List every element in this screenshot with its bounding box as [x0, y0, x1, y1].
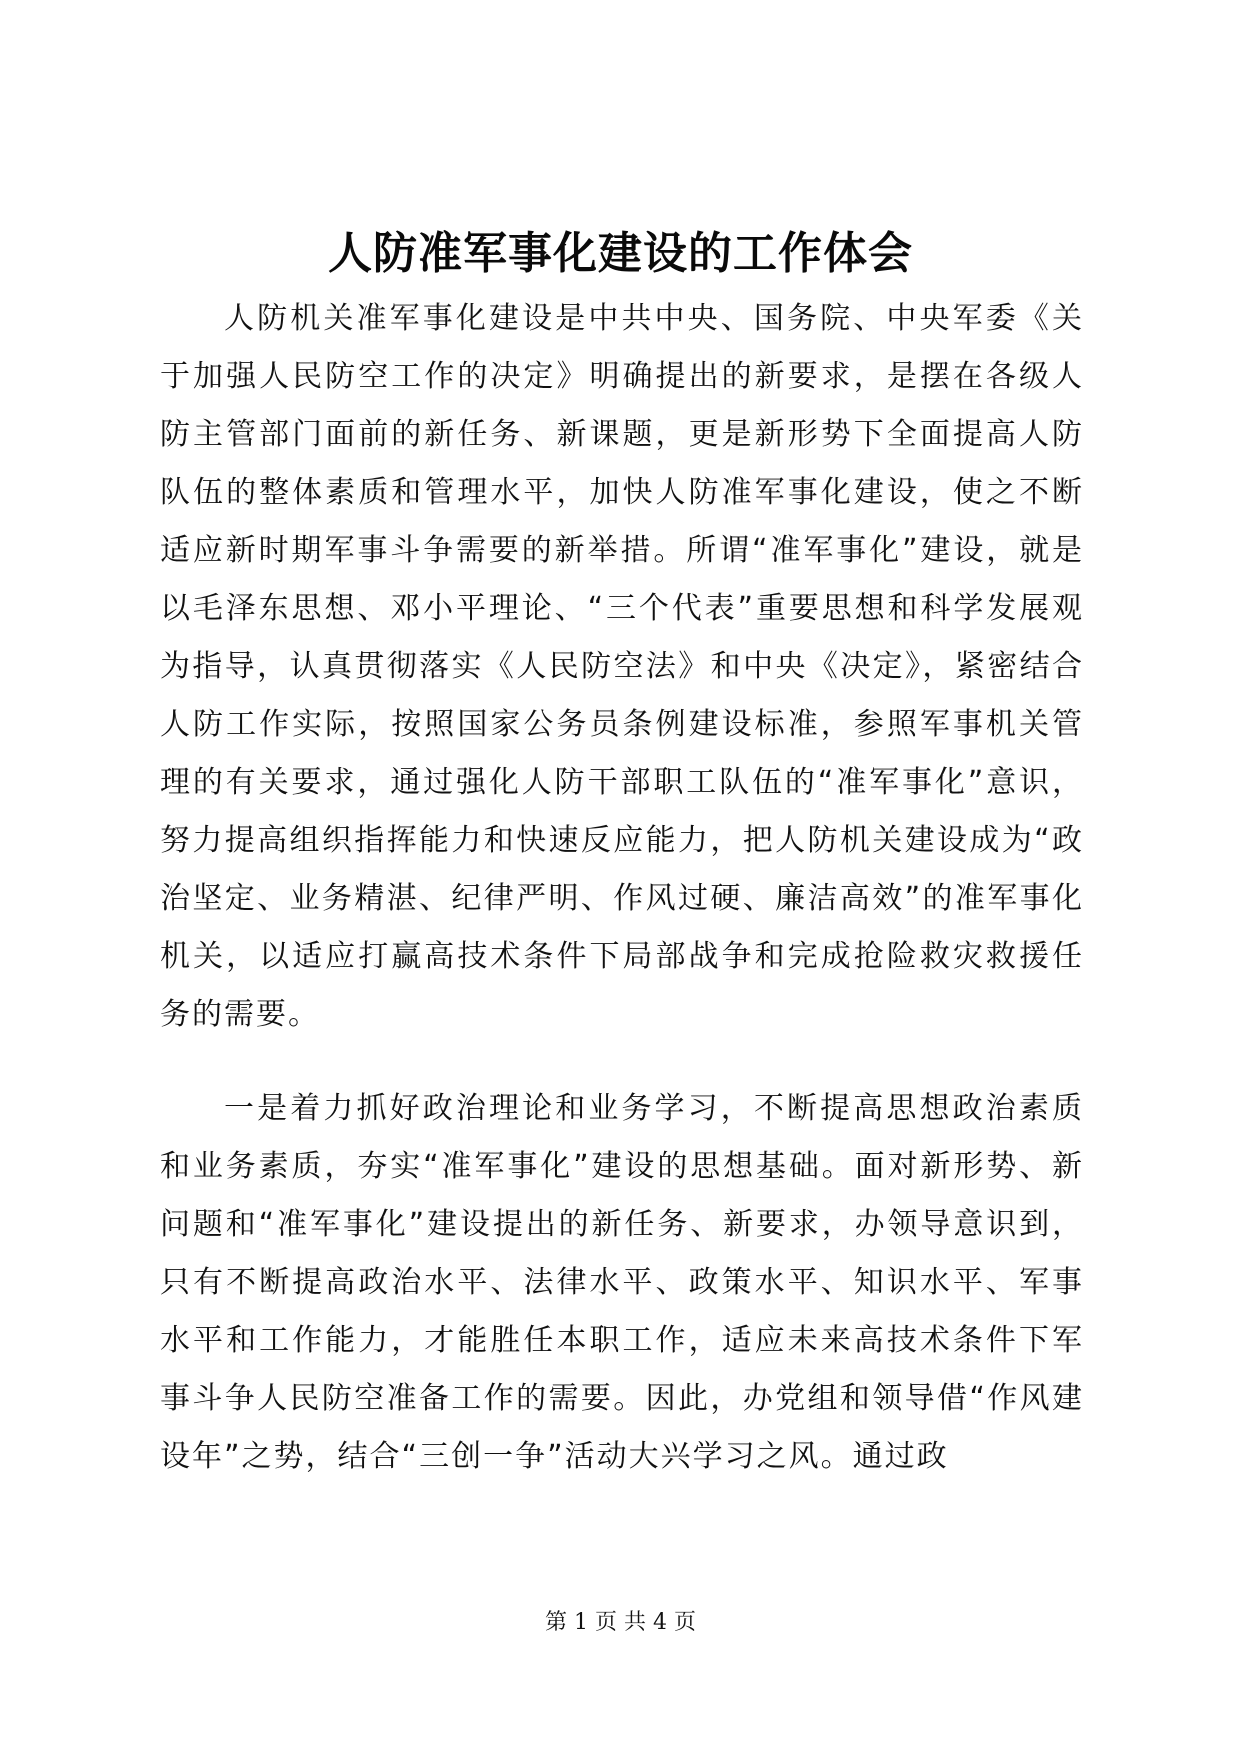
document-title: 人防准军事化建设的工作体会	[328, 228, 913, 279]
paragraph-point-one: 一是着力抓好政治理论和业务学习，不断提高思想政治素质和业务素质，夯实“准军事化”建设的思想基础。面对新形势、新问题和“准军事化”建设提出的新任务、新要求，办领导意识到，只有不断提高政治水平、法律水平、政策水平、知识水平、军事水平和工作能力，才能胜任本职工作，适应未来高技术条件下军事斗争人民防空准备工作的需要。因此，办党组和领导借“作风建设年”之势，结合“三创一争”活动大兴学习之风。通过政	[160, 1091, 1084, 1474]
paragraph-intro: 人防机关准军事化建设是中共中央、国务院、中央军委《关于加强人民防空工作的决定》明确提出的新要求，是摆在各级人防主管部门面前的新任务、新课题，更是新形势下全面提高人防队伍的整体素质和管理水平，加快人防准军事化建设，使之不断适应新时期军事斗争需要的新举措。所谓“准军事化”建设，就是以毛泽东思想、邓小平理论、“三个代表”重要思想和科学发展观为指导，认真贯彻落实《人民防空法》和中央《决定》，紧密结合人防工作实际，按照国家公务员条例建设标准，参照军事机关管理的有关要求，通过强化人防干部职工队伍的“准军事化”意识，努力提高组织指挥能力和快速反应能力，把人防机关建设成为“政治坚定、业务精湛、纪律严明、作风过硬、廉洁高效”的准军事化机关，以适应打赢高技术条件下局部战争和完成抢险救灾救援任务的需要。	[160, 301, 1084, 1032]
page-footer: 第 1 页 共 4 页	[545, 1610, 696, 1635]
